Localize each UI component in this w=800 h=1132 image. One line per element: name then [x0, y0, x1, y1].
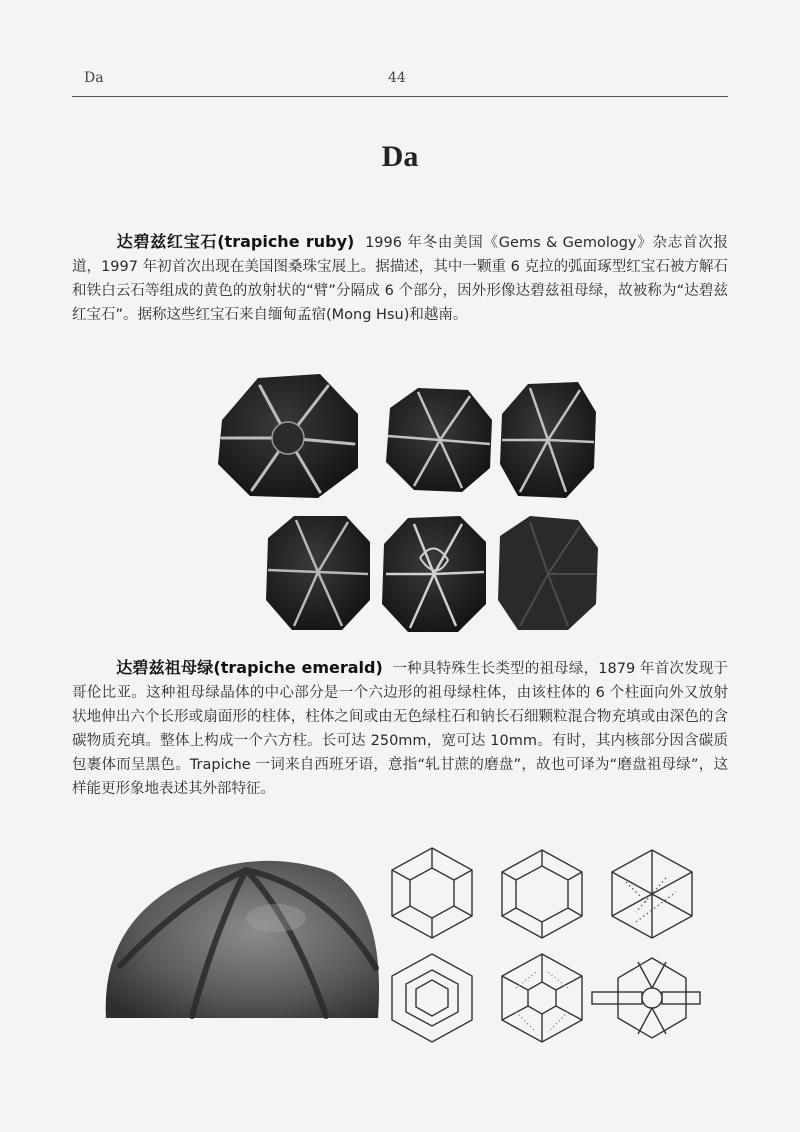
- diagram-hexagon-1: [392, 848, 472, 938]
- diagram-hexagon-6: [592, 958, 700, 1038]
- ruby-specimen-5: [382, 516, 486, 632]
- trapiche-emerald-photo: [96, 848, 386, 1034]
- ruby-specimen-6: [498, 516, 598, 630]
- diagram-hexagon-3: [612, 850, 692, 938]
- diagram-hexagon-5: [502, 954, 582, 1042]
- ruby-specimen-4: [266, 516, 370, 630]
- entry-trapiche-emerald: [72, 656, 728, 801]
- ruby-specimen-1: [218, 374, 358, 498]
- trapiche-structure-diagrams: [386, 842, 702, 1046]
- entry-term: 达碧兹祖母绿(trapiche emerald): [116, 658, 383, 677]
- entry-term: 达碧兹红宝石(trapiche ruby): [116, 232, 355, 251]
- ruby-specimen-2: [386, 388, 492, 492]
- diagram-hexagon-2: [502, 850, 582, 938]
- section-title: Da: [381, 140, 419, 173]
- running-head-section: Da: [84, 70, 104, 86]
- diagram-hexagon-4: [392, 954, 472, 1042]
- entry-trapiche-ruby: [72, 230, 728, 327]
- trapiche-ruby-photo: [200, 368, 600, 640]
- running-head: [72, 70, 728, 90]
- entry-body: 一种具特殊生长类型的祖母绿，1879 年首次发现于哥伦比亚。这种祖母绿晶体的中心部分是一个六边形的祖母绿柱体，由该柱体的 6 个柱面向外又放射状地伸出六个长形或扇面形的柱体，柱体之间或由无色绿柱石和钠长石细颗粒混合物充填或由深色的含碳物质充填。整体上构成一个六方柱。长可达 250mm，宽可达 10mm。有时，其内核部分因含碳质包裹体而呈黑色。Trapiche 一词来自西班牙语，意指“轧甘蔗的磨盘”，故也可译为“磨盘祖母绿”，这样能更形象地表述其外部特征。: [72, 661, 728, 797]
- ruby-specimen-3: [500, 382, 596, 498]
- entry-body: 1996 年冬由美国《Gems & Gemology》杂志首次报道，1997 年初首次出现在美国图桑珠宝展上。据描述，其中一颗重 6 克拉的弧面琢型红宝石被方解石和铁白云石等组成的黄色的放射状的“臂”分隔成 6 个部分，因外形像达碧兹祖母绿，故被称为“达碧兹红宝石”。据称这些红宝石来自缅甸孟宿(Mong Hsu)和越南。: [72, 235, 728, 323]
- header-rule: [72, 96, 728, 97]
- page-number: 44: [388, 70, 406, 86]
